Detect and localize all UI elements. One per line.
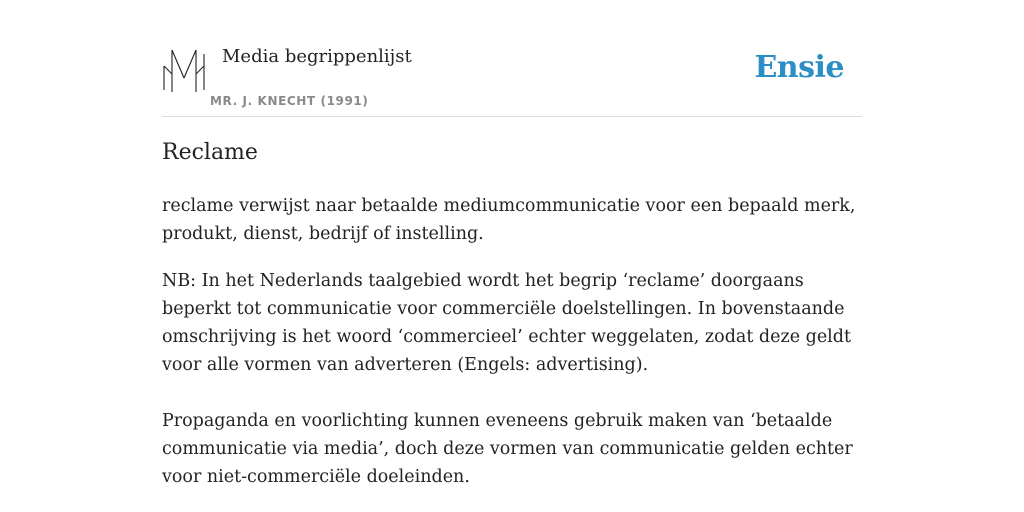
media-m-logo-icon[interactable] <box>162 48 208 94</box>
book-author: MR. J. KNECHT (1991) <box>210 94 369 108</box>
book-title[interactable]: Media begrippenlijst <box>222 46 412 67</box>
term-title: Reclame <box>162 140 258 165</box>
definition-paragraph: reclame verwijst naar betaalde mediumcommunicatie voor een bepaald merk, produkt, dienst, bedrijf of instelling. <box>162 196 856 244</box>
ensie-brand-link[interactable]: Ensie <box>754 50 844 85</box>
propaganda-paragraph: Propaganda en voorlichting kunnen eveneens gebruik maken van ‘betaalde communicatie via media’, doch deze vormen van communicatie gelden echter voor niet-commerciële doeleinden. <box>162 411 853 487</box>
source-header <box>162 0 862 117</box>
note-paragraph: NB: In het Nederlands taalgebied wordt het begrip ‘reclame’ doorgaans beperkt tot communicatie voor commerciële doelstellingen. In bovenstaande omschrijving is het woord ‘commercieel’ echter weggelaten, zodat deze geldt voor alle vormen van adverteren (Engels: advertising). <box>162 271 852 375</box>
page-content <box>162 0 862 487</box>
